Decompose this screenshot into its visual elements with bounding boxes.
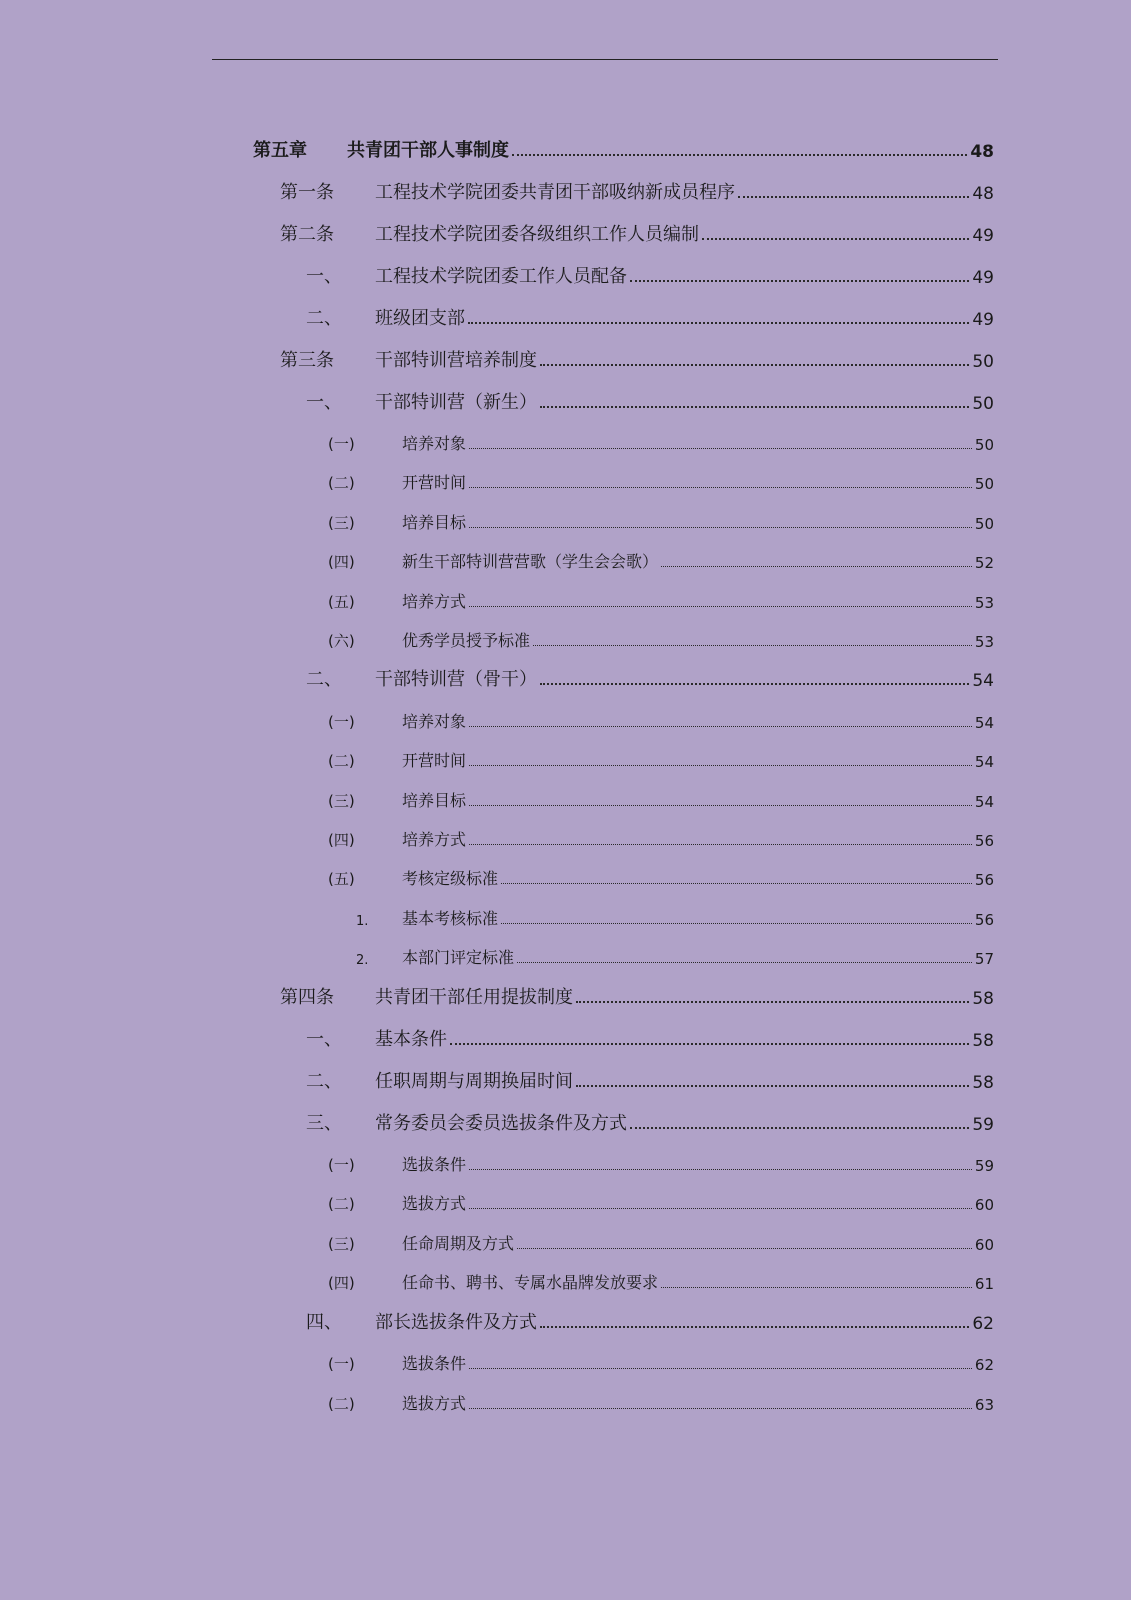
toc-entry-number: (四) <box>328 553 355 571</box>
toc-entry[interactable] <box>328 1224 994 1254</box>
toc-entry-title: 选拔条件 <box>402 1155 467 1174</box>
toc-entry-page-number: 50 <box>974 436 994 454</box>
toc-entry[interactable] <box>356 899 994 929</box>
toc-entry-title: 优秀学员授予标准 <box>402 631 531 650</box>
toc-entry-page-number: 63 <box>974 1396 994 1414</box>
toc-entry-page-number: 53 <box>974 594 994 612</box>
header-rule <box>212 59 998 60</box>
toc-entry-title: 培养方式 <box>402 592 467 611</box>
toc-entry-page-number: 59 <box>974 1157 994 1175</box>
toc-entry[interactable] <box>328 1184 994 1214</box>
toc-entry-number: 第五章 <box>253 140 307 161</box>
toc-entry-title: 干部特训营（新生） <box>375 392 537 413</box>
toc-entry-title: 培养目标 <box>402 513 467 532</box>
toc-entry-page-number: 50 <box>974 475 994 493</box>
toc-entry[interactable] <box>328 702 994 732</box>
toc-entry[interactable] <box>356 938 994 968</box>
toc-entry-page-number: 50 <box>974 515 994 533</box>
toc-entry[interactable] <box>328 1263 994 1293</box>
dot-leader <box>630 1127 969 1129</box>
toc-entry-number: 一、 <box>306 392 342 413</box>
toc-entry-number: (二) <box>328 1195 355 1213</box>
toc-entry-title: 干部特训营培养制度 <box>375 350 537 371</box>
toc-entry-number: (二) <box>328 1395 355 1413</box>
toc-entry-title: 共青团干部任用提拔制度 <box>375 987 573 1008</box>
toc-entry-page-number: 49 <box>972 268 994 288</box>
toc-entry-number: (一) <box>328 713 355 731</box>
toc-entry[interactable] <box>306 258 994 288</box>
toc-entry-number: 第四条 <box>280 987 334 1008</box>
toc-entry-page-number: 58 <box>972 1073 994 1093</box>
toc-entry[interactable] <box>306 384 994 414</box>
toc-entry-page-number: 62 <box>972 1314 994 1334</box>
toc-entry-page-number: 52 <box>974 554 994 572</box>
toc-entry-page-number: 61 <box>974 1275 994 1293</box>
toc-entry-number: 一、 <box>306 1029 342 1050</box>
toc-entry[interactable] <box>328 621 994 651</box>
toc-entry-title: 选拔方式 <box>402 1194 467 1213</box>
toc-entry-page-number: 54 <box>972 671 994 691</box>
toc-entry-number: (二) <box>328 474 355 492</box>
dot-leader <box>469 765 972 766</box>
dot-leader <box>469 805 972 806</box>
toc-entry-number: (二) <box>328 752 355 770</box>
toc-entry[interactable] <box>306 661 994 691</box>
toc-entry-page-number: 58 <box>972 989 994 1009</box>
toc-entry-title: 班级团支部 <box>375 308 465 329</box>
dot-leader <box>540 1326 969 1328</box>
toc-entry[interactable] <box>328 859 994 889</box>
dot-leader <box>533 645 972 646</box>
toc-entry[interactable] <box>306 1105 994 1135</box>
toc-entry[interactable] <box>328 1344 994 1374</box>
toc-entry[interactable] <box>328 820 994 850</box>
dot-leader <box>661 566 972 567</box>
toc-entry[interactable] <box>328 463 994 493</box>
toc-entry-title: 工程技术学院团委各级组织工作人员编制 <box>375 224 699 245</box>
toc-entry-page-number: 56 <box>974 832 994 850</box>
toc-entry-number: 二、 <box>306 1071 342 1092</box>
toc-entry-title: 任命书、聘书、专属水晶牌发放要求 <box>402 1273 659 1292</box>
toc-entry-page-number: 50 <box>972 352 994 372</box>
toc-entry-page-number: 54 <box>974 753 994 771</box>
toc-entry-page-number: 62 <box>974 1356 994 1374</box>
toc-entry-number: 第二条 <box>280 224 334 245</box>
toc-entry-page-number: 49 <box>972 310 994 330</box>
dot-leader <box>540 364 969 366</box>
toc-entry[interactable] <box>306 1021 994 1051</box>
toc-entry-title: 共青团干部人事制度 <box>347 140 509 161</box>
dot-leader <box>661 1287 972 1288</box>
toc-entry-page-number: 49 <box>972 226 994 246</box>
dot-leader <box>469 1368 972 1369</box>
toc-entry[interactable] <box>280 216 994 246</box>
toc-entry-page-number: 53 <box>974 633 994 651</box>
toc-entry-title: 培养方式 <box>402 830 467 849</box>
toc-entry-number: (五) <box>328 870 355 888</box>
toc-entry[interactable] <box>328 503 994 533</box>
dot-leader <box>469 844 972 845</box>
toc-entry-title: 基本考核标准 <box>402 909 499 928</box>
dot-leader <box>469 1208 972 1209</box>
toc-entry-title: 选拔方式 <box>402 1394 467 1413</box>
dot-leader <box>501 923 972 924</box>
toc-entry-number: (三) <box>328 1235 355 1253</box>
toc-entry-number: 2. <box>356 953 369 968</box>
toc-entry-page-number: 50 <box>972 394 994 414</box>
dot-leader <box>576 1001 969 1003</box>
toc-entry-number: (四) <box>328 1274 355 1292</box>
dot-leader <box>540 406 969 408</box>
toc-entry-title: 考核定级标准 <box>402 869 499 888</box>
toc-entry-page-number: 56 <box>974 911 994 929</box>
toc-entry[interactable] <box>328 1384 994 1414</box>
toc-entry-title: 培养目标 <box>402 791 467 810</box>
toc-entry-title: 常务委员会委员选拔条件及方式 <box>375 1113 627 1134</box>
dot-leader <box>469 448 972 449</box>
toc-entry-page-number: 48 <box>972 184 994 204</box>
toc-entry-page-number: 56 <box>974 871 994 889</box>
toc-entry-number: 四、 <box>306 1312 342 1333</box>
toc-entry-number: (一) <box>328 435 355 453</box>
toc-entry-number: (四) <box>328 831 355 849</box>
toc-entry-page-number: 48 <box>970 142 994 162</box>
toc-entry-title: 干部特训营（骨干） <box>375 669 537 690</box>
toc-entry-title: 培养对象 <box>402 434 467 453</box>
toc-entry-title: 培养对象 <box>402 712 467 731</box>
dot-leader <box>468 322 969 324</box>
toc-entry[interactable] <box>253 132 994 162</box>
toc-entry-title: 任职周期与周期换届时间 <box>375 1071 573 1092</box>
toc-entry[interactable] <box>306 1304 994 1334</box>
toc-entry-page-number: 57 <box>974 950 994 968</box>
toc-entry[interactable] <box>328 582 994 612</box>
toc-entry-page-number: 54 <box>974 714 994 732</box>
toc-entry[interactable] <box>306 1063 994 1093</box>
toc-entry-page-number: 54 <box>974 793 994 811</box>
toc-entry[interactable] <box>328 424 994 454</box>
toc-entry[interactable] <box>328 741 994 771</box>
dot-leader <box>630 280 969 282</box>
dot-leader <box>469 527 972 528</box>
toc-entry-number: 三、 <box>306 1113 342 1134</box>
toc-entry-page-number: 58 <box>972 1031 994 1051</box>
toc-entry[interactable] <box>328 542 994 572</box>
toc-entry-page-number: 60 <box>974 1196 994 1214</box>
toc-entry-number: (三) <box>328 792 355 810</box>
toc-entry-number: 一、 <box>306 266 342 287</box>
dot-leader <box>517 962 972 963</box>
toc-entry-number: (六) <box>328 632 355 650</box>
toc-entry[interactable] <box>328 781 994 811</box>
toc-entry-number: (一) <box>328 1355 355 1373</box>
toc-entry-title: 新生干部特训营营歌（学生会会歌） <box>402 552 659 571</box>
toc-entry-title: 开营时间 <box>402 473 467 492</box>
toc-entry[interactable] <box>306 300 994 330</box>
dot-leader <box>469 1169 972 1170</box>
dot-leader <box>540 683 969 685</box>
dot-leader <box>469 726 972 727</box>
toc-entry-number: (一) <box>328 1156 355 1174</box>
toc-entry[interactable] <box>280 174 994 204</box>
dot-leader <box>469 606 972 607</box>
toc-entry-title: 基本条件 <box>375 1029 447 1050</box>
toc-entry[interactable] <box>280 342 994 372</box>
toc-entry-number: (五) <box>328 593 355 611</box>
dot-leader <box>450 1043 969 1045</box>
dot-leader <box>512 154 967 156</box>
toc-entry-title: 工程技术学院团委共青团干部吸纳新成员程序 <box>375 182 735 203</box>
toc-entry-number: 第三条 <box>280 350 334 371</box>
toc-entry-page-number: 59 <box>972 1115 994 1135</box>
toc-entry[interactable] <box>280 979 994 1009</box>
toc-entry-title: 开营时间 <box>402 751 467 770</box>
dot-leader <box>576 1085 969 1087</box>
toc-entry-title: 部长选拔条件及方式 <box>375 1312 537 1333</box>
toc-entry-number: 二、 <box>306 669 342 690</box>
toc-entry-number: (三) <box>328 514 355 532</box>
toc-entry-number: 二、 <box>306 308 342 329</box>
toc-entry-title: 选拔条件 <box>402 1354 467 1373</box>
dot-leader <box>702 238 969 240</box>
dot-leader <box>501 883 972 884</box>
toc-entry-number: 第一条 <box>280 182 334 203</box>
toc-entry[interactable] <box>328 1145 994 1175</box>
toc-entry-title: 工程技术学院团委工作人员配备 <box>375 266 627 287</box>
toc-entry-page-number: 60 <box>974 1236 994 1254</box>
dot-leader <box>738 196 969 198</box>
dot-leader <box>469 487 972 488</box>
toc-entry-title: 本部门评定标准 <box>402 948 515 967</box>
toc-entry-number: 1. <box>356 914 369 929</box>
dot-leader <box>517 1248 972 1249</box>
toc-entry-title: 任命周期及方式 <box>402 1234 515 1253</box>
dot-leader <box>469 1408 972 1409</box>
